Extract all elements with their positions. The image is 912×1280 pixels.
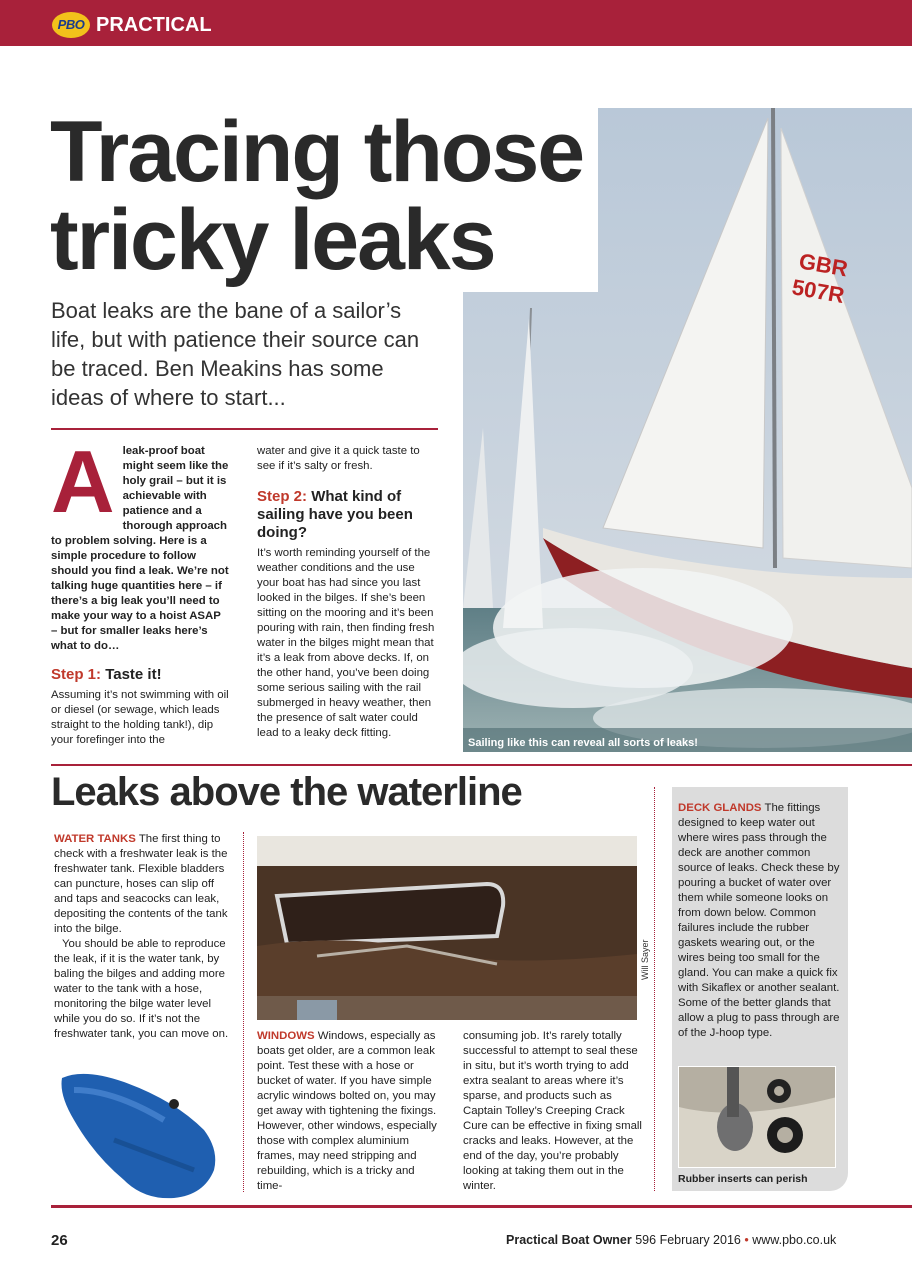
water-bladder-photo [54, 1060, 224, 1200]
water-tanks-kicker: WATER TANKS [54, 833, 136, 845]
water-tanks-column [54, 832, 234, 1042]
deck-glands-body: The fittings designed to keep water out where wires pass through the deck are another common source of leaks. Check these by pouring a bucket of water over them while someone looks on from down below. Common failures include the rubber gaskets wearing out, or the wires being too small for the gland. You can make a quick fix with Sikaflex or another sealant. Some of the better glands that allow a plug to pass through are of the J-hoop type. [678, 802, 840, 1039]
section-rule [51, 764, 912, 766]
section-title: Leaks above the waterline [51, 770, 522, 814]
step2-title: What kind of sailing have you been doing? [257, 488, 413, 541]
headline [50, 104, 610, 288]
windows-kicker: WINDOWS [257, 1030, 315, 1042]
step1-heading [51, 666, 229, 684]
deck-glands-kicker: DECK GLANDS [678, 802, 762, 814]
issue-info: 596 February 2016 [635, 1233, 741, 1247]
footer-credit [506, 1233, 836, 1247]
step2-label: Step 2: [257, 488, 308, 505]
photo-credit: Will Sayer [640, 939, 650, 980]
magazine-name: Practical Boat Owner [506, 1233, 632, 1247]
standfirst-rule [51, 428, 438, 430]
intro-paragraph [51, 432, 229, 654]
windows-column-2 [463, 1029, 645, 1194]
water-tanks-p1 [54, 832, 234, 937]
step2-heading [257, 488, 439, 542]
hero-caption: Sailing like this can reveal all sorts of leaks! [468, 737, 698, 749]
deck-glands-text [678, 801, 842, 1041]
headline-line-1: Tracing those [50, 104, 584, 200]
windows-column-1 [257, 1029, 437, 1194]
column-divider-2 [654, 787, 655, 1191]
footer-url: www.pbo.co.uk [752, 1233, 837, 1247]
intro-column [51, 432, 229, 748]
step-column [257, 444, 439, 741]
page-number: 26 [51, 1232, 68, 1249]
section-label: PRACTICAL [96, 14, 212, 36]
column-divider-1 [243, 832, 244, 1192]
headline-line-2: tricky leaks [50, 192, 495, 288]
drop-cap: A [51, 432, 115, 531]
footer-bullet: • [744, 1233, 749, 1247]
water-tanks-text-1: The first thing to check with a freshwater leak is the freshwater tank. Flexible bladders can puncture, hoses can slip off and taps and seacocks can leak, depositing the contents of the tank into the bilge. [54, 833, 228, 935]
rubber-inserts-caption: Rubber inserts can perish [678, 1173, 808, 1185]
windows-photo [257, 836, 637, 1020]
step1-title: Taste it! [105, 666, 162, 683]
standfirst: Boat leaks are the bane of a sailor’s life, but with patience their source can be traced. Ben Meakins has some ideas of where to start... [51, 298, 420, 410]
intro-text: leak-proof boat might seem like the holy grail – but it is achievable with patience and a thorough approach to problem solving. Here is a simple procedure to follow should you find a leak. We’re not talking huge quantities here – if there’s a big leak you’ll need to make your way to a hoist ASAP – but for smaller leaks here’s what to do… [51, 445, 229, 652]
step1-label: Step 1: [51, 666, 102, 683]
footer-rule [51, 1205, 912, 1208]
windows-text-b: consuming job. It’s rarely totally successful to attempt to seal these in situ, but it’s worth trying to add extra sealant to areas where it’s sparse, and products such as Captain Tolley’s Creeping Crack Cure can be effective in fixing small cracks and leaks. However, at the end of the day, you’re probably looking at taking them out in the winter. [463, 1030, 642, 1192]
sail-number-top: GBR [797, 248, 850, 282]
step1-continued: water and give it a quick taste to see if it’s salty or fresh. [257, 445, 420, 472]
sail-number-bottom: 507R [790, 274, 847, 309]
step2-text: It’s worth reminding yourself of the weather conditions and the use your boat has had since you last looked in the bilges. If she’s been sitting on the mooring and it’s been pouring with rain, then finding fresh water in the bilges might mean that it’s a leak from above decks. If, on the other hand, you’ve been doing some serious sailing with the rail submerged in heavy weather, then the presence of salt water could lead to a leaky deck fitting. [257, 547, 435, 739]
water-tanks-p2: You should be able to reproduce the leak, if it is the water tank, by baling the bilges and adding more water to the tank with a hose, monitoring the bilge water level while you do so. If it’s not the freshwater tank, you can move on. [54, 938, 229, 1040]
windows-text-a: Windows, especially as boats get older, are a common leak point. Test these with a hose or bucket of water. If you have simple acrylic windows bolted on, you may get away with tightening the fixings. However, other windows, especially those with complex aluminium frames, may need stripping and rebuilding, which is a tricky and time- [257, 1030, 437, 1192]
rubber-inserts-photo [678, 1066, 836, 1168]
step1-text: Assuming it’s not swimming with oil or diesel (or sewage, which leads straight to the holding tank!), dip your forefinger into the [51, 689, 229, 746]
pbo-logo: PBO [52, 12, 90, 38]
